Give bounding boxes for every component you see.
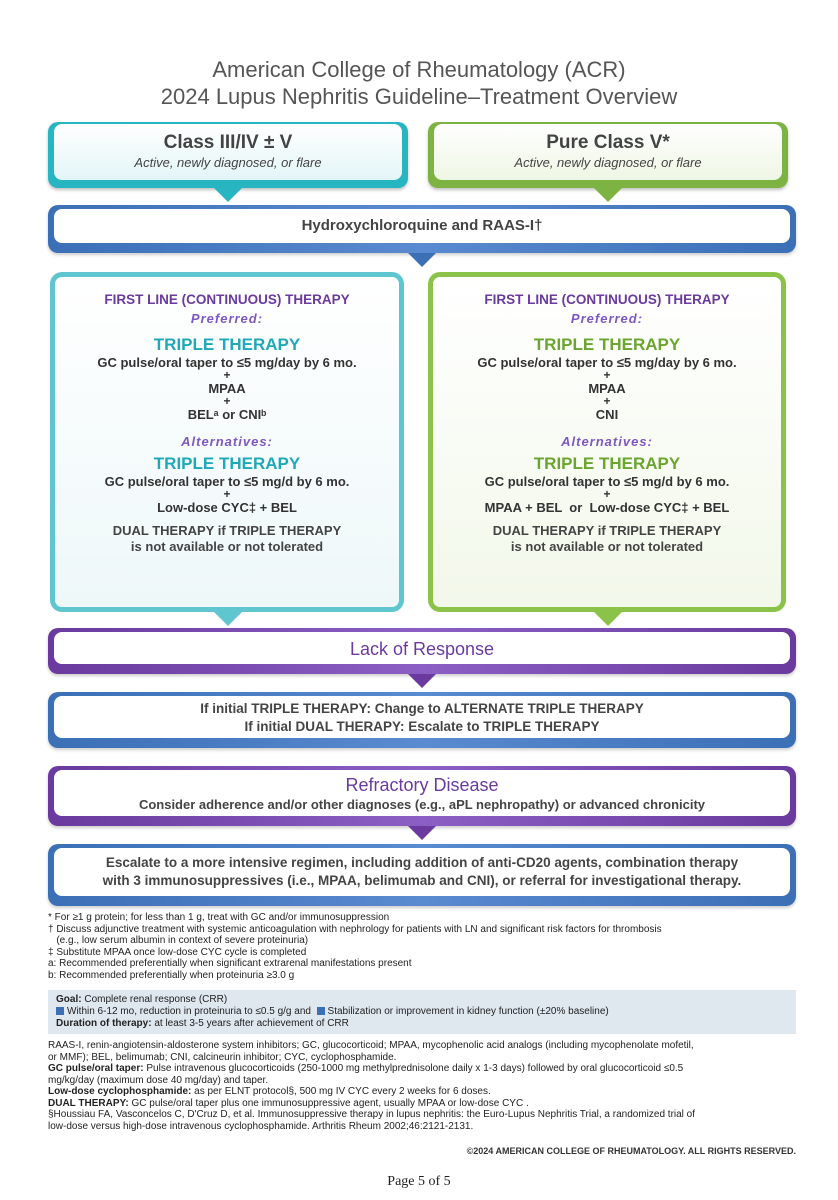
left-plus-2: + [223,394,231,408]
abbrev-line-1: RAAS-I, renin-angiotensin-aldosterone system inhibitors; GC, glucocorticoid; MPAA, mycophenolic acid analogs (including mycophenolate mofetil, [48,1040,694,1051]
footnote-1: * For ≥1 g protein; for less than 1 g, treat with GC and/or immunosuppression [48,912,390,923]
pure-class-v-header [428,122,788,188]
bullet-square-icon [56,1007,64,1015]
lack-of-response-banner [48,628,796,674]
goal-items [56,1006,788,1018]
left-therapy-arrow [214,612,242,626]
def-line-2 [48,1075,796,1087]
left-alt-gc-taper: GC pulse/oral taper to ≤5 mg/d by 6 mo. [104,474,350,489]
left-alternatives-label: Alternatives: [181,434,273,449]
goal-label: Goal: [56,994,82,1005]
footnote-2: † Discuss adjunctive treatment with systemic anticoagulation with nephrology for patients with LN and significant risk factors for thrombosis [48,923,662,935]
left-plus-3: + [223,487,231,501]
duration-line [56,1018,788,1030]
right-plus-1: + [603,368,611,382]
left-alt-triple-therapy: TRIPLE THERAPY [153,454,301,473]
pure-class-v-sub: Active, newly diagnosed, or flare [514,155,702,170]
escalate-banner [48,844,796,906]
right-therapy-arrow [594,612,622,626]
hcq-banner [48,205,796,253]
goal-item-1: Within 6-12 mo, reduction in proteinuria to ≤0.5 g/g and [67,1006,311,1017]
abbrev-line-2: or MMF); BEL, belimumab; CNI, calcineurin inhibitor; CYC, cyclophosphamide. [48,1051,397,1063]
goal-text: Complete renal response (CRR) [84,994,228,1005]
left-preferred-label: Preferred: [190,311,264,326]
def-line-1 [48,1063,796,1075]
def-text: GC pulse/oral taper plus one immunosuppressive agent, usually MPAA or low-dose CYC . [131,1097,529,1109]
right-triple-therapy: TRIPLE THERAPY [533,335,681,354]
lack-of-response-text: Lack of Response [349,639,495,659]
class-iii-iv-name: Class III/IV ± V [163,132,293,153]
left-first-line-label: FIRST LINE (CONTINUOUS) THERAPY [104,292,350,307]
escalate-line-1: Escalate to a more intensive regimen, including addition of anti-CD20 agents, combination therapy [105,855,739,870]
def-label: GC pulse/oral taper: [48,1063,144,1074]
right-alt-triple-therapy: TRIPLE THERAPY [533,454,681,473]
left-bel-or-cni: BELᵃ or CNIᵇ [187,407,267,422]
def-line-6 [48,1121,796,1133]
duration-text: at least 3-5 years after achievement of CRR [154,1018,349,1029]
def-text: low-dose versus high-dose intravenous cyclophosphamide. Arthritis Rheum 2002;46:2121-2131. [48,1120,474,1132]
left-dual-line-2: is not available or not tolerated [130,539,324,554]
hcq-arrow [408,253,436,267]
class-iii-iv-sub: Active, newly diagnosed, or flare [134,155,322,170]
left-triple-therapy: TRIPLE THERAPY [153,335,301,354]
right-dual-line-2: is not available or not tolerated [510,539,704,554]
change-line-1: If initial TRIPLE THERAPY: Change to ALTERNATE TRIPLE THERAPY [200,701,644,716]
page-title [0,56,838,110]
def-text: Pulse intravenous glucocorticoids (250-1000 mg methylprednisolone daily x 1-3 days) followed by oral glucocorticoid ≤0.5 [146,1063,684,1074]
class-iii-iv-header [48,122,408,188]
left-dual-line-1: DUAL THERAPY if TRIPLE THERAPY [112,523,342,538]
copyright: ©2024 AMERICAN COLLEGE OF RHEUMATOLOGY. ALL RIGHTS RESERVED. [466,1146,796,1156]
title-line-1: American College of Rheumatology (ACR) [212,57,626,82]
def-label: DUAL THERAPY: [48,1097,129,1109]
def-text: §Houssiau FA, Vasconcelos C, D'Cruz D, et al. Immunosuppressive therapy in lupus nephritis: the Euro-Lupus Nephritis Trial, a randomized trial of [48,1109,696,1120]
footnotes [48,912,796,981]
right-alt-gc-taper: GC pulse/oral taper to ≤5 mg/d by 6 mo. [484,474,730,489]
right-class-arrow [594,188,622,202]
def-text: mg/kg/day (maximum dose 40 mg/day) and taper. [48,1074,269,1086]
right-gc-taper: GC pulse/oral taper to ≤5 mg/day by 6 mo. [477,355,737,370]
page-number: Page 5 of 5 [387,1174,451,1189]
right-plus-3: + [603,487,611,501]
def-line-3 [48,1086,796,1098]
def-text: as per ELNT protocol§, 500 mg IV CYC every 2 weeks for 6 doses. [194,1086,491,1097]
right-plus-2: + [603,394,611,408]
refractory-title: Refractory Disease [345,775,499,795]
duration-label: Duration of therapy: [56,1018,152,1029]
right-cni: CNI [595,407,619,422]
def-line-4 [48,1098,796,1110]
left-alt-cyc-bel: Low-dose CYC‡ + BEL [157,500,297,515]
refractory-text: Consider adherence and/or other diagnoses (e.g., aPL nephropathy) or advanced chronicity [138,797,706,812]
footnote-5: a: Recommended preferentially when significant extrarenal manifestations present [48,958,412,969]
def-line-5 [48,1109,796,1121]
def-label: Low-dose cyclophosphamide: [48,1086,192,1097]
refractory-banner [48,766,796,826]
left-gc-taper: GC pulse/oral taper to ≤5 mg/day by 6 mo. [97,355,357,370]
right-dual-line-1: DUAL THERAPY if TRIPLE THERAPY [492,523,722,538]
right-therapy-box [428,272,786,612]
goal-box [48,990,796,1034]
footnote-3: (e.g., low serum albumin in context of severe proteinuria) [48,935,309,946]
hcq-text: Hydroxychloroquine and RAAS-I† [301,217,543,234]
footnote-6: b: Recommended preferentially when proteinuria ≥3.0 g [48,969,295,981]
left-therapy-box [50,272,404,612]
right-first-line-label: FIRST LINE (CONTINUOUS) THERAPY [484,292,730,307]
refractory-arrow [408,826,436,840]
left-plus-1: + [223,368,231,382]
goal-item-2: Stabilization or improvement in kidney function (±20% baseline) [327,1006,609,1017]
change-therapy-banner [48,692,796,748]
bullet-square-icon [317,1007,325,1015]
abbreviations [48,1040,796,1132]
pure-class-v-name: Pure Class V* [546,132,670,153]
lack-arrow [408,674,436,688]
left-class-arrow [214,188,242,202]
right-preferred-label: Preferred: [570,311,644,326]
right-alt-combo: MPAA + BEL or Low-dose CYC‡ + BEL [484,500,730,515]
footnote-4: ‡ Substitute MPAA once low-dose CYC cycle is completed [48,946,307,958]
right-alternatives-label: Alternatives: [561,434,653,449]
title-line-2: 2024 Lupus Nephritis Guideline–Treatment Overview [160,84,678,109]
goal-line [56,994,788,1006]
escalate-line-2: with 3 immunosuppressives (i.e., MPAA, belimumab and CNI), or referral for investigational therapy. [102,873,742,888]
left-mpaa: MPAA [208,381,246,396]
right-mpaa: MPAA [588,381,626,396]
change-line-2: If initial DUAL THERAPY: Escalate to TRIPLE THERAPY [244,719,600,734]
